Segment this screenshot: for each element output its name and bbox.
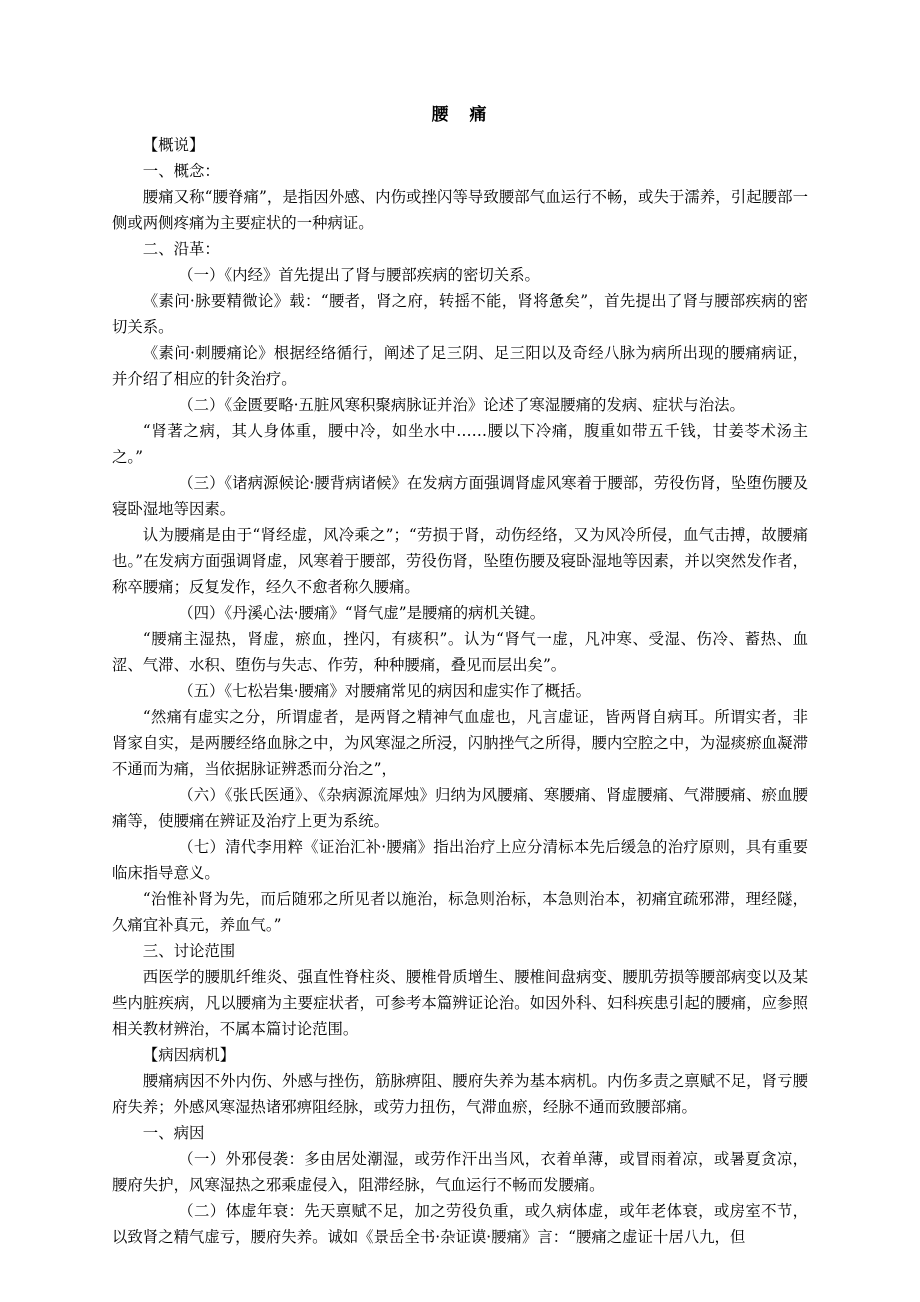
section-heading: 【病因病机】: [142, 1046, 236, 1064]
paragraph: （一）《内经》首先提出了肾与腰部疾病的密切关系。: [178, 266, 540, 284]
paragraph: （二）《金匮要略·五脏风寒积聚病脉证并治》论述了寒湿腰痛的发病、症状与治法。: [178, 396, 745, 414]
paragraph: 腰痛又称“腰脊痛”，是指因外感、内伤或挫闪等导致腰部气血运行不畅，或失于濡养，引起腰部一侧或两侧疼痛为主要症状的一种病证。: [112, 188, 808, 232]
paragraph: （一）外邪侵袭：多由居处潮湿，或劳作汗出当风，衣着单薄，或冒雨着凉，或暑夏贪凉，腰府失护，风寒湿热之邪乘虚侵入，阻滞经脉，气血运行不畅而发腰痛。: [112, 1150, 808, 1194]
paragraph: （三）《诸病源候论·腰背病诸候》在发病方面强调肾虚风寒着于腰部，劳役伤肾，坠堕伤腰及寝卧湿地等因素。: [112, 474, 808, 518]
document-title: 腰 痛: [431, 105, 489, 125]
paragraph: 认为腰痛是由于“肾经虚，风冷乘之”；“劳损于肾，动伤经络，又为风冷所侵，血气击搏，故腰痛也。”在发病方面强调肾虚，风寒着于腰部，劳役伤肾，坠堕伤腰及寝卧湿地等因素，并以突然发作者，称卒腰痛；反复发作，经久不愈者称久腰痛。: [112, 526, 808, 596]
section-heading: 【概说】: [142, 136, 205, 154]
paragraph: （七）清代李用粹《证治汇补·腰痛》指出治疗上应分清标本先后缓急的治疗原则，具有重要临床指导意义。: [112, 838, 808, 882]
section-heading: 一、病因: [142, 1124, 205, 1142]
section-heading: 三、讨论范围: [142, 942, 236, 960]
paragraph: （六）《张氏医通》、《杂病源流犀烛》归纳为风腰痛、寒腰痛、肾虚腰痛、气滞腰痛、瘀血腰痛等，使腰痛在辨证及治疗上更为系统。: [112, 786, 808, 830]
paragraph: 腰痛病因不外内伤、外感与挫伤，筋脉痹阻、腰府失养为基本病机。内伤多责之禀赋不足，肾亏腰府失养；外感风寒湿热诸邪痹阻经脉，或劳力扭伤，气滞血瘀，经脉不通而致腰部痛。: [112, 1072, 808, 1116]
paragraph: “腰痛主湿热，肾虚，瘀血，挫闪，有痰积”。认为“肾气一虚，凡冲寒、受湿、伤冷、蓄热、血涩、气滞、水积、堕伤与失志、作劳，种种腰痛，叠见而层出矣”。: [112, 630, 808, 674]
section-heading: 一、概念：: [142, 162, 220, 180]
document-page: [112, 104, 808, 1250]
paragraph: （五）《七松岩集·腰痛》对腰痛常见的病因和虚实作了概括。: [178, 682, 591, 700]
paragraph: （二）体虚年衰：先天禀赋不足，加之劳役负重，或久病体虚，或年老体衰，或房室不节，以致肾之精气虚亏，腰府失养。诚如《景岳全书·杂证谟·腰痛》言：“腰痛之虚证十居八九，但: [112, 1202, 808, 1246]
document-body: [112, 132, 808, 1250]
paragraph: 西医学的腰肌纤维炎、强直性脊柱炎、腰椎骨质增生、腰椎间盘病变、腰肌劳损等腰部病变以及某些内脏疾病，凡以腰痛为主要症状者，可参考本篇辨证论治。如因外科、妇科疾患引起的腰痛，应参照相关教材辨治，不属本篇讨论范围。: [112, 968, 808, 1038]
paragraph: 《素问·刺腰痛论》根据经络循行，阐述了足三阴、足三阳以及奇经八脉为病所出现的腰痛病证，并介绍了相应的针灸治疗。: [112, 344, 808, 388]
paragraph: “治惟补肾为先，而后随邪之所见者以施治，标急则治标，本急则治本，初痛宜疏邪滞，理经隧，久痛宜补真元，养血气。”: [112, 890, 808, 934]
section-heading: 二、沿革：: [142, 240, 220, 258]
paragraph: 《素问·脉要精微论》载：“腰者，肾之府，转摇不能，肾将惫矣”，首先提出了肾与腰部疾病的密切关系。: [112, 292, 808, 336]
paragraph: “然痛有虚实之分，所谓虚者，是两肾之精神气血虚也，凡言虚证，皆两肾自病耳。所谓实者，非肾家自实，是两腰经络血脉之中，为风寒湿之所浸，闪肭挫气之所得，腰内空腔之中，为湿痰瘀血凝滞不通而为痛，当依据脉证辨悉而分治之”，: [112, 708, 808, 778]
paragraph: （四）《丹溪心法·腰痛》“肾气虚”是腰痛的病机关键。: [178, 604, 546, 622]
paragraph: “肾著之病，其人身体重，腰中冷，如坐水中……腰以下冷痛，腹重如带五千钱，甘姜苓术汤主之。”: [112, 422, 808, 466]
